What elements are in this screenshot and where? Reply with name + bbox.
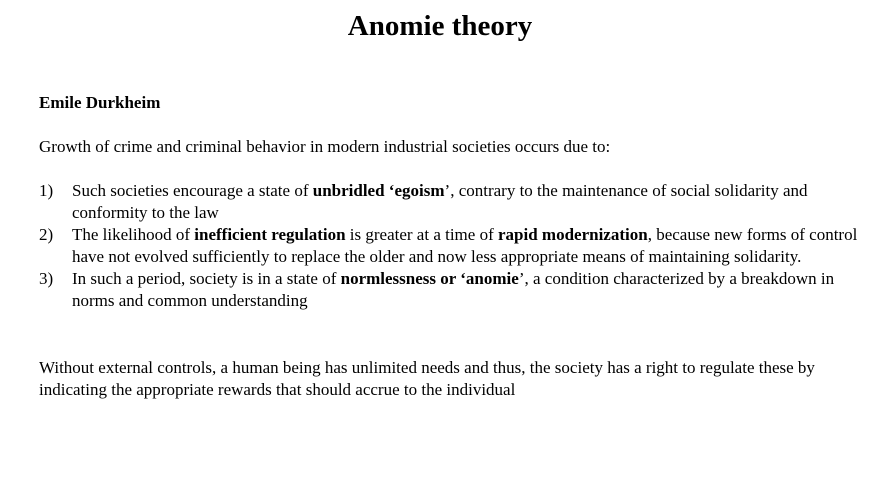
emphasis-text: normlessness or ‘anomie [340, 269, 519, 288]
emphasis-text: rapid modernization [498, 225, 648, 244]
list-item-text: The likelihood of [72, 225, 195, 244]
slide-title: Anomie theory [347, 10, 533, 42]
list-item-text: In such a period, society is in a state of [72, 269, 341, 288]
points-list [39, 180, 859, 312]
author-heading: Emile Durkheim [39, 93, 161, 112]
emphasis-text: inefficient regulation [194, 225, 346, 244]
list-item-text: is greater at a time of [345, 225, 498, 244]
list-item-number: 1) [39, 181, 54, 200]
list-item-number: 3) [39, 269, 54, 288]
list-item-2 [39, 224, 859, 268]
list-item-1 [39, 180, 859, 224]
list-item-text: ’, a condition characterized by a breakdown in norms and common understanding [72, 269, 835, 310]
closing-paragraph: Without external controls, a human being has unlimited needs and thus, the society has a right to regulate these by indicating the appropriate rewards that should accrue to the individual [39, 358, 815, 399]
list-item-3 [39, 268, 859, 312]
list-item-text: , because new forms of control have not evolved sufficiently to replace the older and now less appropriate means of maintaining solidarity. [72, 225, 858, 266]
list-item-text: ’, contrary to the maintenance of social solidarity and conformity to the law [72, 181, 808, 222]
emphasis-text: unbridled ‘egoism [312, 181, 445, 200]
list-item-text: Such societies encourage a state of [72, 181, 313, 200]
intro-text: Growth of crime and criminal behavior in modern industrial societies occurs due to: [39, 137, 611, 156]
list-item-number: 2) [39, 225, 54, 244]
